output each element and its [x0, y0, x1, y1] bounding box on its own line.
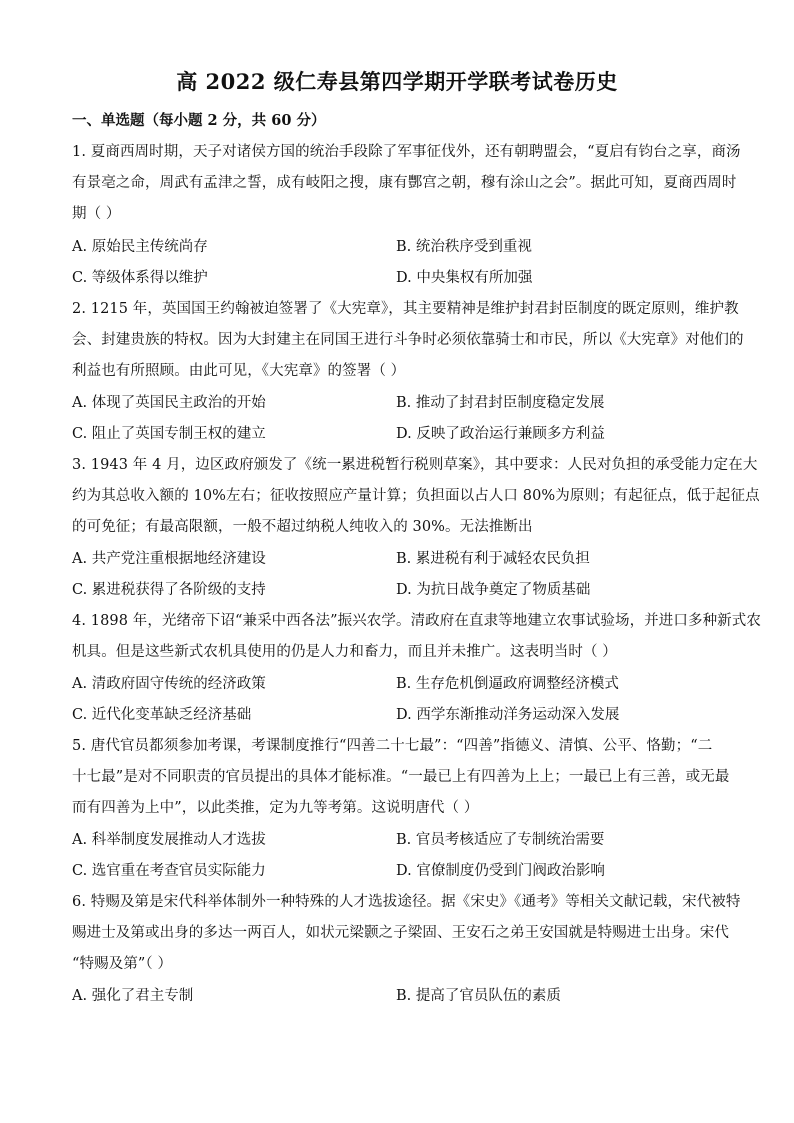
question-5-option-d: D. 官僚制度仍受到门阀政治影响: [396, 863, 605, 879]
question-2-line-1: 2. 1215 年，英国国王约翰被迫签署了《大宪章》，其主要精神是维护封君封臣制度的既定原则，维护教: [72, 301, 739, 317]
question-5-line-2: 十七最”是对不同职责的官员提出的具体才能标准。“一最已上有四善为上上；一最已上有三善，或无最: [72, 769, 730, 785]
question-5-line-1: 5. 唐代官员都须参加考课，考课制度推行“四善二十七最”：“四善”指德义、清慎、公平、恪勤；“二: [72, 738, 713, 754]
question-4-line-1: 4. 1898 年，光绪帝下诏“兼采中西各法”振兴农学。清政府在直隶等地建立农事试验场，并进口多种新式农: [72, 613, 761, 629]
question-1-option-a: A. 原始民主传统尚存: [72, 239, 208, 255]
question-3-option-d: D. 为抗日战争奠定了物质基础: [396, 582, 591, 598]
question-6-line-2: 赐进士及第或出身的多达一两百人，如状元梁颢之子梁固、王安石之弟王安国就是特赐进士出身。宋代: [72, 925, 729, 941]
question-5-option-b: B. 官员考核适应了专制统治需要: [396, 832, 605, 848]
question-1-option-c: C. 等级体系得以维护: [72, 270, 208, 286]
question-4-option-c: C. 近代化变革缺乏经济基础: [72, 707, 252, 723]
question-3-option-c: C. 累进税获得了各阶级的支持: [72, 582, 266, 598]
question-4-line-2: 机具。但是这些新式农机具使用的仍是人力和畜力，而且并未推广。这表明当时（ ）: [72, 644, 617, 660]
question-2-option-b: B. 推动了封君封臣制度稳定发展: [396, 395, 605, 411]
question-3-option-a: A. 共产党注重根据地经济建设: [72, 551, 266, 567]
question-6-option-a: A. 强化了君主专制: [72, 988, 194, 1004]
question-4-option-d: D. 西学东渐推动洋务运动深入发展: [396, 707, 620, 723]
question-2-option-a: A. 体现了英国民主政治的开始: [72, 395, 266, 411]
question-5-option-c: C. 选官重在考查官员实际能力: [72, 863, 266, 879]
question-1-line-1: 1. 夏商西周时期，天子对诸侯方国的统治手段除了军事征伐外，还有朝聘盟会，“夏启有钧台之享，商汤: [72, 144, 741, 160]
section-heading: 一、单选题（每小题 2 分，共 60 分）: [72, 112, 326, 129]
question-6-option-b: B. 提高了官员队伍的素质: [396, 988, 561, 1004]
question-1-option-d: D. 中央集权有所加强: [396, 270, 533, 286]
question-4-option-a: A. 清政府固守传统的经济政策: [72, 676, 266, 692]
question-4-option-b: B. 生存危机倒逼政府调整经济模式: [396, 676, 619, 692]
question-3-line-3: 的可免征；有最高限额，一般不超过纳税人纯收入的 30%。无法推断出: [72, 519, 533, 535]
question-2-line-2: 会、封建贵族的特权。因为大封建主在同国王进行斗争时必须依靠骑士和市民，所以《大宪章》对他们的: [72, 332, 744, 348]
question-3-line-1: 3. 1943 年 4 月，边区政府颁发了《统一累进税暂行税则草案》，其中要求：人民对负担的承受能力定在大: [72, 457, 758, 473]
question-2-line-3: 利益也有所照顾。由此可见，《大宪章》的签署（ ）: [72, 363, 406, 379]
question-6-line-3: “特赐及第”（ ）: [72, 956, 173, 972]
question-5-line-3: 而有四善为上中”，以此类推，定为九等考第。这说明唐代（ ）: [72, 800, 479, 816]
question-6-line-1: 6. 特赐及第是宋代科举体制外一种特殊的人才选拔途径。据《宋史》《通考》等相关文献记载，宋代被特: [72, 894, 741, 910]
question-1-line-2: 有景亳之命，周武有孟津之誓，成有岐阳之搜，康有酆宫之朝，穆有涂山之会”。据此可知，夏商西周时: [72, 175, 737, 191]
question-3-line-2: 约为其总收入额的 10%左右；征收按照应产量计算；负担面以占人口 80%为原则；有起征点，低于起征点: [72, 488, 760, 504]
question-2-option-d: D. 反映了政治运行兼顾多方利益: [396, 426, 605, 442]
page-title: 高 2022 级仁寿县第四学期开学联考试卷历史: [176, 69, 618, 94]
question-2-option-c: C. 阻止了英国专制王权的建立: [72, 426, 266, 442]
question-1-option-b: B. 统治秩序受到重视: [396, 239, 532, 255]
question-5-option-a: A. 科举制度发展推动人才选拔: [72, 832, 266, 848]
question-3-option-b: B. 累进税有利于减轻农民负担: [396, 551, 590, 567]
question-1-line-3: 期（ ）: [72, 206, 121, 222]
